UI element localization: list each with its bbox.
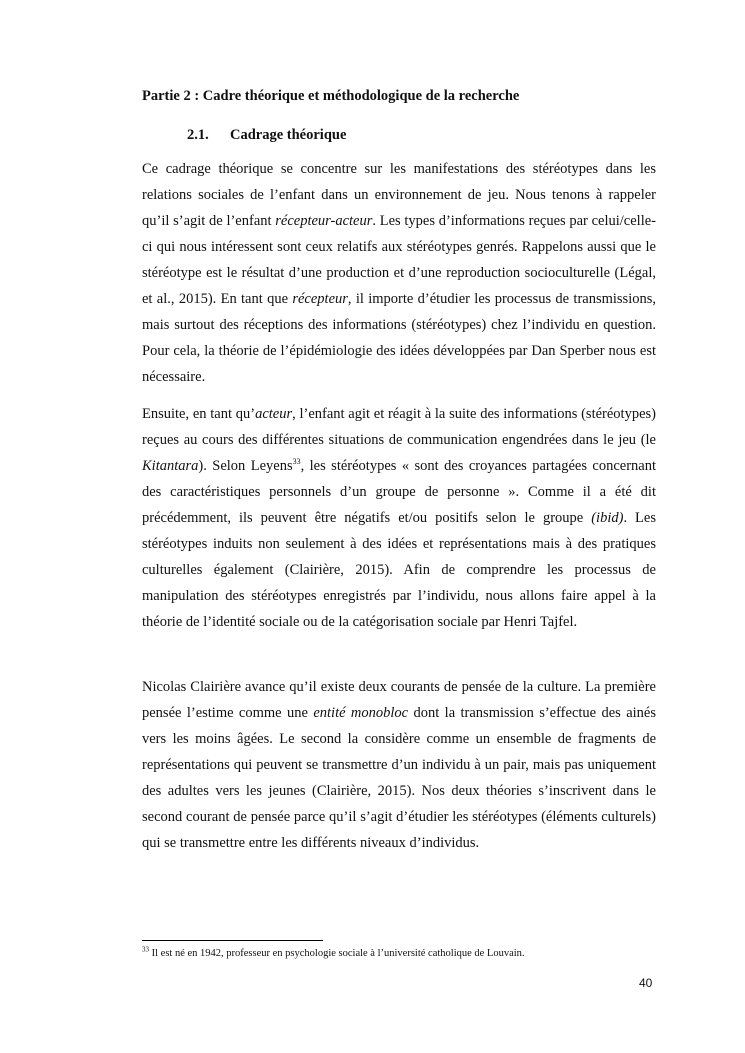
- footnote-text: Il est né en 1942, professeur en psychologie sociale à l’université catholique de Louvain.: [149, 948, 525, 959]
- section-number: 2.1.: [187, 127, 209, 143]
- footnote-number: 33: [142, 945, 149, 954]
- paragraph-2: [142, 401, 656, 635]
- p2-text-5: . Les stéréotypes induits non seulement à des idées et représentations mais à des pratiques culturelles également (Clairière, 2015). Afin de comprendre les processus de manipulation des stéréotypes enregistrés par l’individu, nous allons faire appel à la théorie de l’identité sociale ou de la catégorisation sociale par Henri Tajfel.: [142, 510, 656, 630]
- section-title: Cadrage théorique: [230, 127, 347, 143]
- p2-italic-3: (ibid): [591, 510, 624, 526]
- p1-italic-2: récepteur: [292, 291, 348, 307]
- paragraph-1: [142, 156, 656, 390]
- p1-text-1: Ce cadrage théorique se concentre sur les manifestations des stéréotypes dans les relations sociales de l’enfant dans un environnement de jeu. Nous tenons à rappeler qu’il s’agit de l’enfant: [142, 161, 656, 229]
- p2-text-3: ). Selon Leyens: [198, 458, 293, 474]
- paragraph-3: [142, 674, 656, 856]
- page-number: 40: [639, 976, 653, 990]
- p2-italic-1: acteur: [255, 406, 293, 422]
- section-heading: [187, 127, 346, 144]
- p2-text-4: , les stéréotypes « sont des croyances partagées concernant des caractéristiques personnels d’un groupe de personne ». Comme il a été dit précédemment, ils peuvent être négatifs et/ou positifs selon le groupe: [142, 458, 656, 526]
- footnote-separator: [142, 940, 323, 941]
- p1-italic-1: récepteur-acteur: [275, 213, 373, 229]
- p1-text-3: , il importe d’étudier les processus de transmissions, mais surtout des réceptions des informations (stéréotypes) chez l’individu en question. Pour cela, la théorie de l’épidémiologie des idées développées par Dan Sperber nous est nécessaire.: [142, 291, 657, 385]
- footnote-ref: 33: [292, 457, 301, 467]
- part-heading: Partie 2 : Cadre théorique et méthodologique de la recherche: [142, 88, 520, 104]
- p3-text-1: Nicolas Clairière avance qu’il existe deux courants de pensée de la culture. La première pensée l’estime comme une: [142, 679, 656, 721]
- p1-text-2: . Les types d’informations reçues par celui/celle-ci qui nous intéressent sont ceux relatifs aux stéréotypes genrés. Rappelons aussi que le stéréotype est le résultat d’une production et d’une reproduction socioculturelle (Légal, et al., 2015). En tant que: [142, 213, 656, 307]
- p3-text-2: dont la transmission s’effectue des ainés vers les moins âgées. Le second la considère comme un ensemble de fragments de représentations qui peuvent se transmettre d’un individu à un pair, mais pas uniquement des adultes vers les jeunes (Clairière, 2015). Nos deux théories s’inscrivent dans le second courant de pensée parce qu’il s’agit d’étudier les stéréotypes (éléments culturels) qui se transmettre entre les différents niveaux d’individus.: [142, 705, 656, 851]
- footnote: [142, 945, 525, 959]
- p2-text-1: Ensuite, en tant qu’: [142, 406, 256, 422]
- p2-italic-2: Kitantara: [142, 458, 199, 474]
- p3-italic-1: entité monobloc: [313, 705, 409, 721]
- p2-text-2: , l’enfant agit et réagit à la suite des informations (stéréotypes) reçues au cours des différentes situations de communication engendrées dans le jeu (le: [142, 406, 656, 448]
